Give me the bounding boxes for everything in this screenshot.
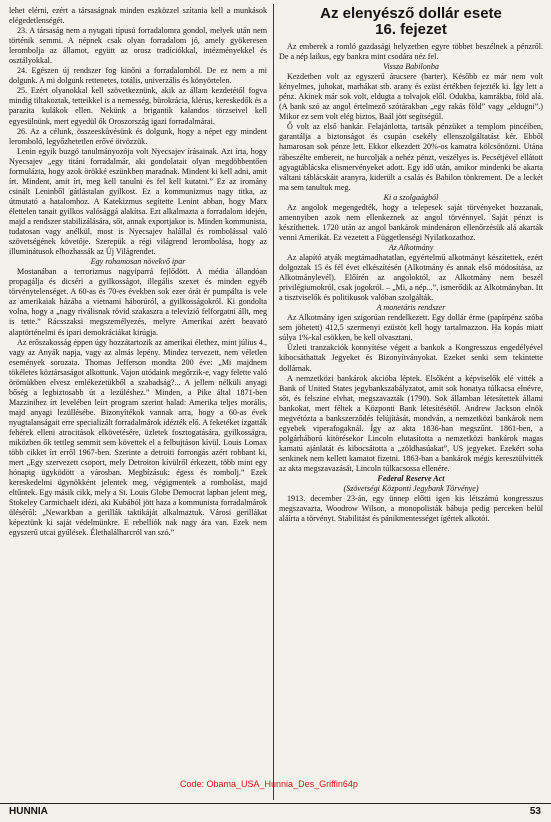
chapter-title-main: Az elenyésző dollár esete (320, 5, 502, 22)
paragraph: Üzleti tranzakciók konnyítése végett a bankok a Kongresszus engedélyével kibocsáthattak Jegyeket és Bizonyítványokat. Ezeket senki sem tekintette dollárnak. (279, 343, 543, 373)
section-subhead: Vissza Babilonba (383, 62, 439, 72)
right-column (279, 6, 543, 524)
paragraph: Ő volt az első bankár. Felajánlotta, tartsák pénzüket a templom pincéiben, garantálja a biztonságot és csupán csekély ellenszolgáltatást kér. Ebből hamarosan sok pénze lett. Ekkor elkezdett 20%-os kamatra kölcsönözni. Utána rábeszélte embereit, ne hurcolják a nehéz pénzt, veszélyes is. Pecsétjével ellátott agyagtáblácska elismervényeket adott. Egy idő után, amikor mindenki be akarta váltani táblácskáit aranyra, kiderült a csalás és Babilon tönkrement. De a leckét ma sem tanultuk meg. (279, 122, 543, 192)
chapter-number: 16. fejezet (375, 21, 447, 38)
code-label: Code: Obama_USA_Hunnia_Des_Griffin64p (180, 779, 358, 789)
page-footer (0, 803, 551, 822)
paragraph: A nemzetközi bankárok akcióba léptek. Elsőként a képviselők elé vitték a Bank of United States jegybankszabályzatot, amit sok honatya túlkacsa elnévre, sőt, és felszine elvhat, megszavazták (1790). Sok államban létesítettek állami bankokat, mert féltek a Központi Bank létesítésétől. Andrew Jackson elnök megvétózta a bankszerződés felújítását, mondván, a nemzetközi bankárok nem egyebek viperafogaknál. Így az akta 1836-ban megszűnt. 1861-ben, a polgárháború kitörésekor Lincoln elutasította a nemzetközi bankárok magas kamatú ajánlatát és kibocsátotta a „zöldhasúakat”, US jegyeket. Ezekért soha senkinek nem kellett kamatot fizetni. 1863-ban a bankárok mégis keresztülvitték az akta megszavazását, Lincoln túlkacsossa ellenére. (279, 373, 543, 473)
paragraph: 24. Egészen új rendszer fog kinőni a forradalomból. De ez nem a mi dolgunk. A mi dolgunk rettenetes, totális, univerzális és könyörtelen. (9, 66, 267, 86)
paragraph: lehet elérni, ezért a társaságnak minden eszközzel szítania kell a munkások elégedetlenségét. (9, 6, 267, 26)
paragraph: Az alapító atyák megtámadhatatlan, egyértelmű alkotmányt készítettek, ezért dolgoztak 15 és fél évet elkészítésén (Alkotmány és annak első módosítása, az Alkotmánylevél). Előírén az angoloktól, az Alkotmány nem beszél privilégiumokról, csak jogokról. – „Mi, a nép...”, ismerődik az Alkotmányban. Itt a tisztviselők és politikusok valóban szolgálták. (279, 252, 543, 303)
paragraph: Az erőszakosság éppen úgy hozzátartozik az amerikai élethez, mint július 4., vagy az Anyák napja, vagy az almás lepény. Mindez tervezett, nem véletlen események sorozata. Thomas Jefferson mondta 200 éve: „Mi majdnem tökéletes köztársaságot alkottunk. Vajon utódaink megőrzik-e, vagy felette való örömükben elvesz emlékezetükből a szabadság?... A jellem nélküli anyagi bőség a legbiztosabb út a lezüléshez.” Minden, a Pike által 1871-ben Mazzinihez írt levelében leírt program szerint halad: Amerika teljes morális, majd anyagi lezüllésébe. Bizonyítékok vannak arra, hogy a 60-as évek nyugtalanságait erre specializált forradalmárok idézték elő. A feketéket izgatták fehérek elleni atrocitások elkövetésére, üzletek fosztogatására, gyilkosságra, miközben ők tettleg semmit sem követtek el a felbujtáson kívül. Louis Lomax több cikket írt erről 1967-ben. Szerinte a detroiti forrongás azért robbant ki, mert „Egy szervezett csoport, mely Detroiton kívülről érkezett, több mint egy hónapig ügyködött a városban. Megbízásuk: égess és rombolj.” Ezek kereskedelmi ügynökként jelentek meg, végigmentek a rombolást, majd eltűntek. Egy másik cikk, mely a St. Louis Globe Democrat lapban jelent meg, Stokeley Carmichaelt idézi, aki Kubából jött haza a kommunista forradalmárok ülésérõl: „Newarkban a gerillák taktikáját alkalmaztuk. Városi gerillákat képeztünk ki saját védelmünkre. E rebelliók nak nagy ára van. Ezek nem egyszerű utcai gyűlések. Élethalálharcról van szó.” (9, 337, 267, 538)
chapter-title (279, 6, 543, 38)
section-subhead: A monetáris rendszer (376, 303, 446, 313)
section-subhead: Federal Reserve Act (377, 474, 445, 484)
column-divider (273, 4, 274, 800)
paragraph: Az emberek a romló gazdasági helyzetben egyre többet beszélnek a pénzről. De a nép laikus, egy bankra mint csodára néz fel. (279, 42, 543, 62)
paragraph: Lenin egyik buzgó tanulmányozója volt Nyecsajev írásainak. Azt írta, hogy Nyecsajev „egy titáni forradalmár, aki gondolatait olyan megdöbbentően formulázta, hogy azok örökké eszünkben maradnak. Mindent ki kell adni, amit írt. Mindent, amit írt, meg kell tanulni és fel kell kutatni.” Ez az irománу csinált Leninből gátlástalan gyilkost. Ez a kommunizmus nagy titka, az útmutató a hatalomhoz. A Katekizmus segítette Lenint abban, hogy Marx élettelen tanait gyilkos valósággá alakítsa. Ezt alkalmazta a forradalom idején, majd a rendszer stabilizálására, sőt, annak exportjakor is. Minden kommunista, tudatosan vagy anélkül, most is Nyecsajev halállal és rombolással való szövetségének követője. Szerepük a régi világrend lerombolása, hogy az illuminátusok elhozhassák az Új Világrendet. (9, 146, 267, 257)
paragraph: 23. A társaság nem a nyugati típusú forradalomra gondol, melyek után nem történik semmi. A népnek csak olyan forradalom jó, amely gyökeresen lerombolja az államot, együtt az orosz tradíciókkal, intézményekkel és osztályokkal. (9, 26, 267, 66)
paragraph: Az Alkotmány igen szigorúan rendelkezett. Egy dollár érme (papírpénz szóba sem jöhetett) 412,5 szermenyi ezüstöt kell hogy tartalmazzon. Ha kopás miatt súlya 1%-kal csökken, be kell olvasztani. (279, 313, 543, 343)
section-subhead: Az Alkotmány (388, 242, 434, 252)
section-subhead: Egy rohamosan növekvő ipar (90, 257, 186, 267)
paragraph: 1913. december 23-án, egy ünnep előtti igen kis létszámú kongresszus megszavazta, Woodrow Wilson, a monopolisták bábuja pedig perceken belül aláírta a törvényt. Stabilitást és pánikmentességet ígértek alkotói. (279, 494, 543, 524)
page-number: 53 (529, 806, 541, 817)
paragraph: Kezdetben volt az egyszerű árucsere (barter). Később ez már nem volt kényelmes, juhokat, marhákat stb. arany és ezüst értékben fejezték ki. Így lett a pénz. Akinek már sok volt, eldugta a tolvajok elől. Odukba, kamrákba, föld alá. (A bank szó az angol értelmező szótárakban „egy rakás föld” vagy „eldugni”.) Mikor ez sem volt elég biztos, Baál jött segítségül. (279, 72, 543, 122)
paragraph: Mostanában a terrorizmus nagyiparrá fejlődött. A média állandóan propagálja és dicséri a gyilkosságot, illegális szexet és minden egyéb törvénytelenséget. A 60-as és 70-es években sok ezer órát ér pumpálta is vele az amerikaiak házába a vietnami háborúról, a gyilkosságokról. Ki gondolta volna, hogy a „nagy riválisnak rövid szakaszra a televízió felforgatni állt, meg is tette.” Rácsszaksi megszemélyezés, melyre Amerikai azért beavató alaptörténelmi és ipari demokráciákat kirúgja. (9, 267, 267, 337)
paragraph: Az angolok megengedték, hogy a telepesek saját törvényeket hozzanak, amennyiben azok nem ellenkeznek az angol törvénnyel. Saját pénzt is készíthettek. 1720 után az angol bankárok mindenáron ellenőrzésük alá akarták venni Amerikát. Ez vezetett a Függetlenségi Nyilatkozathoz. (279, 202, 543, 242)
section-subhead-note: (Szövetségi Központi Jegybank Törvénye) (343, 484, 479, 494)
section-subhead: Ki a szolgaágból (383, 192, 439, 202)
paragraph: 25. Ezért olyanokkal kell szövetkeznünk, akik az állam kezdetétől fogva mindig tiltakoztak, tetteikkel is a nemesség, bürokrácia, klérus, kereskedők és a parazita kulákok ellen. Nekünk a brigantik kalandos törzseivel kell egyesülnünk, mert egyedül ők Oroszország igazi forradalmárai. (9, 86, 267, 126)
paragraph: 26. Az a célunk, összeeskůvésünk és dolgunk, hogy a népet egy mindent leromboló, legyőzhetetlen erővé ötvözzük. (9, 126, 267, 146)
left-column (9, 6, 267, 538)
publication-name: HUNNIA (9, 806, 48, 817)
